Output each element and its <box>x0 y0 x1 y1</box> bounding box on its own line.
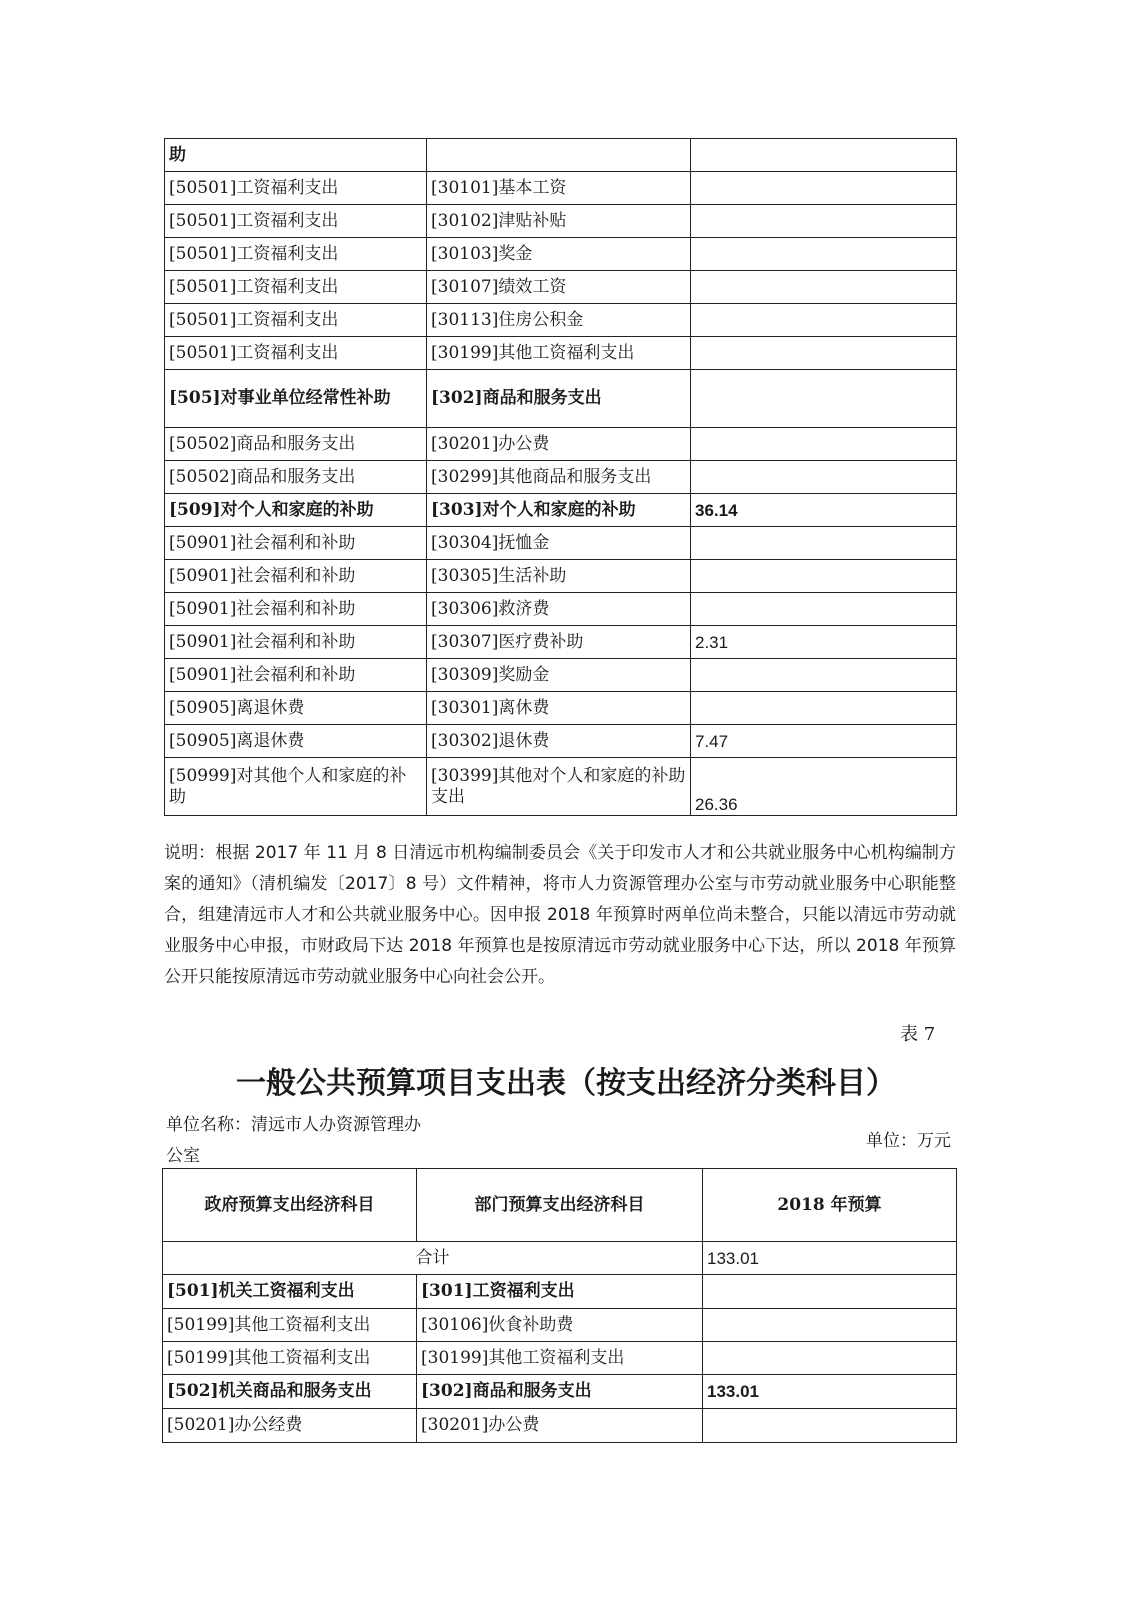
dept-category-cell: [30399]其他对个人和家庭的补助支出 <box>427 758 691 816</box>
table-row <box>165 527 957 560</box>
amount-cell: 26.36 <box>691 758 957 816</box>
dept-category-cell: [30306]救济费 <box>427 593 691 626</box>
amount-cell <box>691 337 957 370</box>
amount-cell <box>691 238 957 271</box>
table-row <box>165 494 957 527</box>
dept-category-cell: [30199]其他工资福利支出 <box>417 1342 703 1375</box>
amount-cell <box>691 304 957 337</box>
dept-category-cell: [30201]办公费 <box>417 1409 703 1443</box>
dept-category-cell: [30102]津贴补贴 <box>427 205 691 238</box>
gov-category-cell: [505]对事业单位经常性补助 <box>165 370 427 428</box>
gov-category-cell: 助 <box>165 139 427 172</box>
amount-cell <box>703 1409 957 1443</box>
gov-category-cell: [50199]其他工资福利支出 <box>163 1342 417 1375</box>
amount-cell <box>703 1275 957 1309</box>
header-dept-category: 部门预算支出经济科目 <box>417 1169 703 1242</box>
gov-category-cell: [50199]其他工资福利支出 <box>163 1309 417 1342</box>
table-row <box>165 428 957 461</box>
table-row <box>163 1375 957 1409</box>
table-row <box>165 626 957 659</box>
dept-category-cell: [30107]绩效工资 <box>427 271 691 304</box>
dept-category-cell: [30113]住房公积金 <box>427 304 691 337</box>
gov-category-cell: [50901]社会福利和补助 <box>165 527 427 560</box>
amount-cell <box>691 593 957 626</box>
table-row <box>165 172 957 205</box>
explanatory-note: 说明：根据 2017 年 11 月 8 日清远市机构编制委员会《关于印发市人才和公共就业服务中心机构编制方案的通知》（清机编发〔2017〕8 号）文件精神，将市人力资源管理办公室与市劳动就业服务中心职能整合，组建清远市人才和公共就业服务中心。因申报 2018 年预算时两单位尚未整合，只能以清远市劳动就业服务中心申报，市财政局下达 2018 年预算也是按原清远市劳动就业服务中心下达，所以 2018 年预算公开只能按原清远市劳动就业服务中心向社会公开。 <box>164 843 956 987</box>
table-row <box>165 560 957 593</box>
dept-category-cell: [302]商品和服务支出 <box>427 370 691 428</box>
amount-cell: 36.14 <box>691 494 957 527</box>
gov-category-cell: [502]机关商品和服务支出 <box>163 1375 417 1409</box>
gov-category-cell: [50501]工资福利支出 <box>165 238 427 271</box>
gov-category-cell: [50501]工资福利支出 <box>165 304 427 337</box>
gov-category-cell: [50999]对其他个人和家庭的补助 <box>165 758 427 816</box>
amount-cell: 7.47 <box>691 725 957 758</box>
total-row <box>163 1242 957 1275</box>
table-row <box>165 758 957 816</box>
table-row <box>163 1309 957 1342</box>
amount-cell <box>691 271 957 304</box>
gov-category-cell: [50502]商品和服务支出 <box>165 428 427 461</box>
gov-category-cell: [50901]社会福利和补助 <box>165 560 427 593</box>
table-row <box>165 238 957 271</box>
dept-category-cell: [30101]基本工资 <box>427 172 691 205</box>
table-row <box>165 337 957 370</box>
budget-detail-table-continued <box>164 138 957 816</box>
table-row <box>165 370 957 428</box>
amount-cell <box>691 527 957 560</box>
gov-category-cell: [50501]工资福利支出 <box>165 337 427 370</box>
amount-cell: 2.31 <box>691 626 957 659</box>
table-row <box>165 271 957 304</box>
table-row <box>165 725 957 758</box>
dept-category-cell: [30307]医疗费补助 <box>427 626 691 659</box>
table-row <box>163 1275 957 1309</box>
amount-cell <box>691 692 957 725</box>
unit-label: 单位：万元 <box>866 1131 951 1151</box>
dept-category-cell: [30302]退休费 <box>427 725 691 758</box>
amount-cell <box>691 172 957 205</box>
table-row <box>165 461 957 494</box>
gov-category-cell: [50501]工资福利支出 <box>165 205 427 238</box>
amount-cell <box>691 560 957 593</box>
dept-category-cell: [30299]其他商品和服务支出 <box>427 461 691 494</box>
dept-category-cell: [303]对个人和家庭的补助 <box>427 494 691 527</box>
gov-category-cell: [50905]离退休费 <box>165 725 427 758</box>
amount-cell <box>691 205 957 238</box>
gov-category-cell: [501]机关工资福利支出 <box>163 1275 417 1309</box>
project-expenditure-table <box>162 1168 957 1443</box>
dept-category-cell: [30301]离休费 <box>427 692 691 725</box>
gov-category-cell: [50201]办公经费 <box>163 1409 417 1443</box>
amount-cell <box>691 139 957 172</box>
table-row <box>165 205 957 238</box>
table-row <box>165 659 957 692</box>
gov-category-cell: [50501]工资福利支出 <box>165 172 427 205</box>
gov-category-cell: [50501]工资福利支出 <box>165 271 427 304</box>
page-title: 一般公共预算项目支出表（按支出经济分类科目） <box>236 1066 896 1101</box>
table-row <box>163 1409 957 1443</box>
dept-category-cell: [30199]其他工资福利支出 <box>427 337 691 370</box>
dept-category-cell: [30309]奖励金 <box>427 659 691 692</box>
dept-category-cell: [30305]生活补助 <box>427 560 691 593</box>
total-label: 合计 <box>163 1242 703 1275</box>
gov-category-cell: [50901]社会福利和补助 <box>165 659 427 692</box>
amount-cell <box>703 1309 957 1342</box>
table-row <box>165 692 957 725</box>
table-number: 表 7 <box>900 1024 936 1045</box>
dept-category-cell: [30304]抚恤金 <box>427 527 691 560</box>
dept-category-cell: [30106]伙食补助费 <box>417 1309 703 1342</box>
gov-category-cell: [50905]离退休费 <box>165 692 427 725</box>
unit-name: 单位名称：清远市人办资源管理办公室 <box>166 1115 421 1166</box>
header-gov-category: 政府预算支出经济科目 <box>163 1169 417 1242</box>
dept-category-cell: [302]商品和服务支出 <box>417 1375 703 1409</box>
table-row <box>165 593 957 626</box>
amount-cell <box>691 659 957 692</box>
header-budget-2018: 2018 年预算 <box>703 1169 957 1242</box>
dept-category-cell: [301]工资福利支出 <box>417 1275 703 1309</box>
amount-cell <box>691 461 957 494</box>
table-header-row <box>163 1169 957 1242</box>
dept-category-cell: [30201]办公费 <box>427 428 691 461</box>
total-value: 133.01 <box>703 1242 957 1275</box>
dept-category-cell: [30103]奖金 <box>427 238 691 271</box>
gov-category-cell: [50901]社会福利和补助 <box>165 593 427 626</box>
gov-category-cell: [509]对个人和家庭的补助 <box>165 494 427 527</box>
amount-cell <box>703 1342 957 1375</box>
table-row <box>165 304 957 337</box>
amount-cell: 133.01 <box>703 1375 957 1409</box>
table-row <box>163 1342 957 1375</box>
gov-category-cell: [50901]社会福利和补助 <box>165 626 427 659</box>
table-row <box>165 139 957 172</box>
amount-cell <box>691 370 957 428</box>
gov-category-cell: [50502]商品和服务支出 <box>165 461 427 494</box>
amount-cell <box>691 428 957 461</box>
dept-category-cell <box>427 139 691 172</box>
